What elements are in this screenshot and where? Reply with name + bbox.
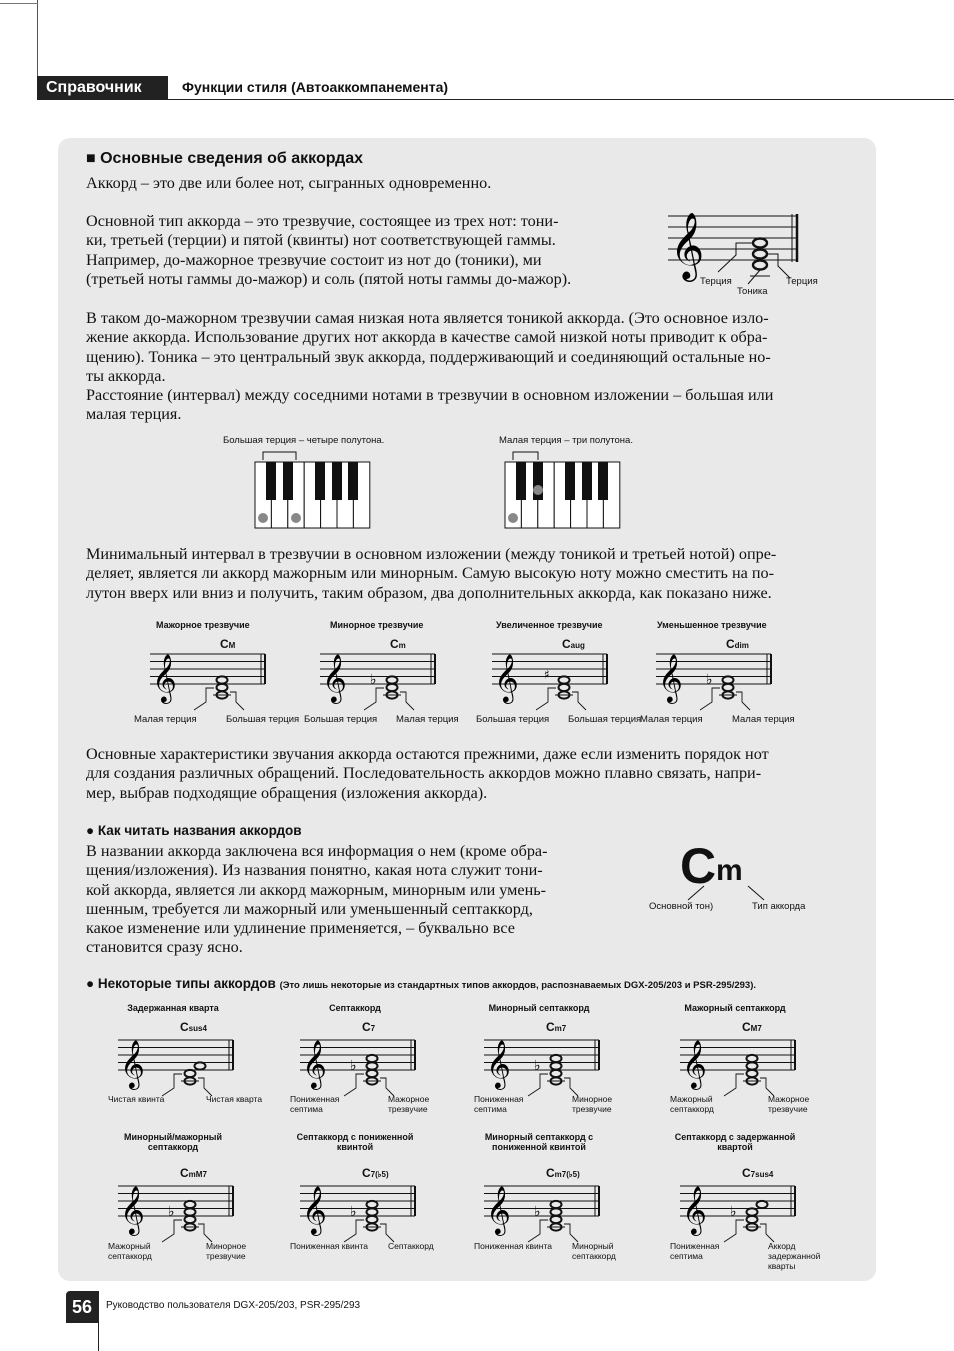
interval-label: Чистая квинта xyxy=(108,1094,165,1104)
triad-title: Увеличенное трезвучие xyxy=(496,620,603,630)
interval-label: Мажорное трезвучие xyxy=(388,1094,430,1114)
interval-label: Септаккорд xyxy=(388,1241,434,1251)
flat-icon: ♭ xyxy=(168,1204,175,1220)
chord-type-title: Септаккорд xyxy=(329,1003,381,1013)
root-note-label: Основной тон) xyxy=(649,901,714,912)
chord-staff xyxy=(118,1026,243,1101)
chord-symbol: C7(♭5) xyxy=(362,1166,389,1180)
basics-intro: Аккорд – это две или более нот, сыгранных одновременно. xyxy=(86,174,492,192)
triad-label-left: Терция xyxy=(700,276,732,287)
interval-paragraph: Минимальный интервал в трезвучии в основном изложении (между тоникой и третьей нотой) опре- деляет, является ли аккорд мажорным или минорным. Самую высокую ноту можно сместить на по- лутон вверх или вниз и получить, таким образом, два дополнительных аккорда, как показано ниже. xyxy=(86,545,777,602)
triad-paragraph: Основной тип аккорда – это трезвучие, состоящее из трех нот: тони- ки, третьей (терции) и пятой (квинты) нот соответствующей гаммы. Например, до-мажорное трезвучие состоит из нот до (тоники), ми (третьей ноты гаммы до-мажор) и соль (пятой ноты гаммы до-мажор). xyxy=(86,212,572,288)
chord-staff xyxy=(150,640,275,715)
interval-label: Мажорный септаккорд xyxy=(670,1094,714,1114)
chord-staff xyxy=(680,1172,805,1247)
corner-mark xyxy=(0,3,38,4)
chord-staff xyxy=(680,1026,805,1101)
interval-label: Малая терция xyxy=(640,714,703,725)
chord-staff xyxy=(656,640,781,715)
footer-rule xyxy=(98,1291,99,1351)
chord-type-title: Минорный септаккорд xyxy=(488,1003,590,1013)
interval-label: Большая терция xyxy=(304,714,378,725)
triad-title: Мажорное трезвучие xyxy=(156,620,250,630)
reading-heading: ● Как читать названия аккордов xyxy=(86,823,302,838)
interval-label: Пониженная септима xyxy=(670,1241,720,1261)
interval-label: Минорное трезвучие xyxy=(206,1241,247,1261)
flat-icon: ♭ xyxy=(534,1204,541,1220)
chord-type-title: Задержанная кварта xyxy=(127,1003,219,1013)
treble-clef-icon: 𝄞 xyxy=(682,1185,707,1234)
interval-label: Пониженная септима xyxy=(474,1094,524,1114)
reference-tab: Справочник xyxy=(37,76,168,100)
triad-title: Уменьшенное трезвучие xyxy=(657,620,767,630)
chord-symbol: CmM7 xyxy=(180,1166,207,1180)
chord-staff xyxy=(484,1026,609,1101)
chord-symbol: C7sus4 xyxy=(742,1166,774,1180)
chord-type-title: Септаккорд с задержанной квартой xyxy=(674,1132,796,1152)
flat-icon: ♭ xyxy=(706,672,713,688)
interval-label: Минорное трезвучие xyxy=(572,1094,613,1114)
chord-symbol: Cm7 xyxy=(546,1020,567,1034)
footer-manual-title: Руководство пользователя DGX-205/203, PSR-295/293 xyxy=(106,1300,361,1311)
chord-type-title: Минорный септаккорд с пониженной квинтой xyxy=(484,1132,594,1152)
treble-clef-icon: 𝄞 xyxy=(682,1039,707,1088)
root-paragraph: В таком до-мажорном трезвучии самая низкая нота является тоникой аккорда. (Это основное изло- жение аккорда. Использование других нот аккорда в качестве самой низкой ноты приводит к обра- щению). Тоника – это центральный звук аккорда, поддерживающий и соединяющий остальные но- ты аккорда. Расстояние (интервал) между соседними нотами в трезвучии в основном изложении – большая или малая терция. xyxy=(86,309,774,424)
triad-label-center: Тоника xyxy=(737,286,768,297)
interval-label: Пониженная септима xyxy=(290,1094,340,1114)
flat-icon: ♭ xyxy=(730,1204,737,1220)
chord-symbol: Cdim xyxy=(726,637,749,651)
basics-heading: ■ Основные сведения об аккордах xyxy=(86,150,364,167)
inversion-paragraph: Основные характеристики звучания аккорда остаются прежними, даже если изменить порядок нот для создания различных обращений. Последовательность аккордов можно плавно связать, напри- мер, выбрав подходящие обращения (изложения аккорда). xyxy=(86,745,769,802)
chord-staff xyxy=(300,1172,425,1247)
chord-symbol: Cm xyxy=(390,637,406,651)
keyboard-major-third xyxy=(254,450,374,530)
treble-clef-icon: 𝄞 xyxy=(322,653,347,702)
chord-type-title: Септаккорд с пониженной квинтой xyxy=(296,1132,414,1152)
interval-label: Минорный септаккорд xyxy=(572,1241,616,1261)
interval-label: Большая терция xyxy=(568,714,642,725)
chord-staff xyxy=(118,1172,243,1247)
interval-label: Большая терция xyxy=(476,714,550,725)
chord-type-title: Минорный/мажорный септаккорд xyxy=(124,1132,222,1152)
triad-label-right: Терция xyxy=(786,276,818,287)
interval-label: Чистая кварта xyxy=(206,1094,263,1104)
treble-clef-icon: 𝄞 xyxy=(120,1039,145,1088)
flat-icon: ♭ xyxy=(370,672,377,688)
treble-clef-icon: 𝄞 xyxy=(486,1039,511,1088)
triad-title: Минорное трезвучие xyxy=(330,620,424,630)
interval-label: Мажорное трезвучие xyxy=(768,1094,810,1114)
interval-label: Малая терция xyxy=(732,714,795,725)
header-rule xyxy=(37,99,954,100)
treble-clef-icon: 𝄞 xyxy=(486,1185,511,1234)
types-heading: ● Некоторые типы аккордов (Это лишь некоторые из стандартных типов аккордов, распознаваемых DGX-205/203 и PSR-295/293). xyxy=(86,976,757,991)
page-number: 56 xyxy=(66,1291,98,1323)
interval-label: Мажорный септаккорд xyxy=(108,1241,152,1261)
treble-clef-icon: 𝄞 xyxy=(302,1039,327,1088)
section-title: Функции стиля (Автоаккомпанемента) xyxy=(182,79,449,95)
interval-label: Пониженная квинта xyxy=(290,1241,368,1251)
sharp-icon: ♯ xyxy=(544,667,550,682)
treble-clef-icon: 𝄞 xyxy=(152,653,177,702)
interval-label: Пониженная квинта xyxy=(474,1241,552,1251)
chord-symbol: C7 xyxy=(362,1020,376,1034)
chord-symbol-root: C xyxy=(680,838,717,894)
keyboard-major-caption: Большая терция – четыре полутона. xyxy=(223,435,385,446)
interval-label: Малая терция xyxy=(134,714,197,725)
keyboard-minor-caption: Малая терция – три полутона. xyxy=(499,435,633,446)
chord-staff xyxy=(300,1026,425,1101)
treble-clef-icon: 𝄞 xyxy=(670,211,705,279)
chord-staff xyxy=(320,640,445,715)
interval-label: Аккорд задержанной кварты xyxy=(768,1241,821,1271)
chord-symbol: Cm7(♭5) xyxy=(546,1166,580,1180)
treble-clef-icon: 𝄞 xyxy=(120,1185,145,1234)
interval-label: Большая терция xyxy=(226,714,300,725)
chord-staff xyxy=(492,640,617,715)
chord-symbol: Csus4 xyxy=(180,1020,207,1034)
chord-symbol: CM7 xyxy=(742,1020,762,1034)
chord-staff xyxy=(484,1172,609,1247)
chord-symbol: CM xyxy=(220,637,236,651)
flat-icon: ♭ xyxy=(350,1204,357,1220)
treble-clef-icon: 𝄞 xyxy=(302,1185,327,1234)
chord-symbol: Caug xyxy=(562,637,585,651)
chord-symbol-suffix: m xyxy=(716,854,743,887)
keyboard-minor-third xyxy=(504,450,624,530)
treble-clef-icon: 𝄞 xyxy=(494,653,519,702)
chord-type-label: Тип аккорда xyxy=(752,901,806,912)
chord-type-title: Мажорный септаккорд xyxy=(684,1003,786,1013)
flat-icon: ♭ xyxy=(534,1058,541,1074)
interval-label: Малая терция xyxy=(396,714,459,725)
treble-clef-icon: 𝄞 xyxy=(658,653,683,702)
reading-paragraph: В названии аккорда заключена вся информация о нем (кроме обра- щения/изложения). Из названия понятно, какая нота служит тони- кой аккорда, является ли аккорд мажорным, минорным или умень- шенным, требуется ли мажорный или уменьшенный септаккорд, какое изменение или удлинение применяется, – буквально все становится сразу ясно. xyxy=(86,842,548,957)
flat-icon: ♭ xyxy=(350,1058,357,1074)
